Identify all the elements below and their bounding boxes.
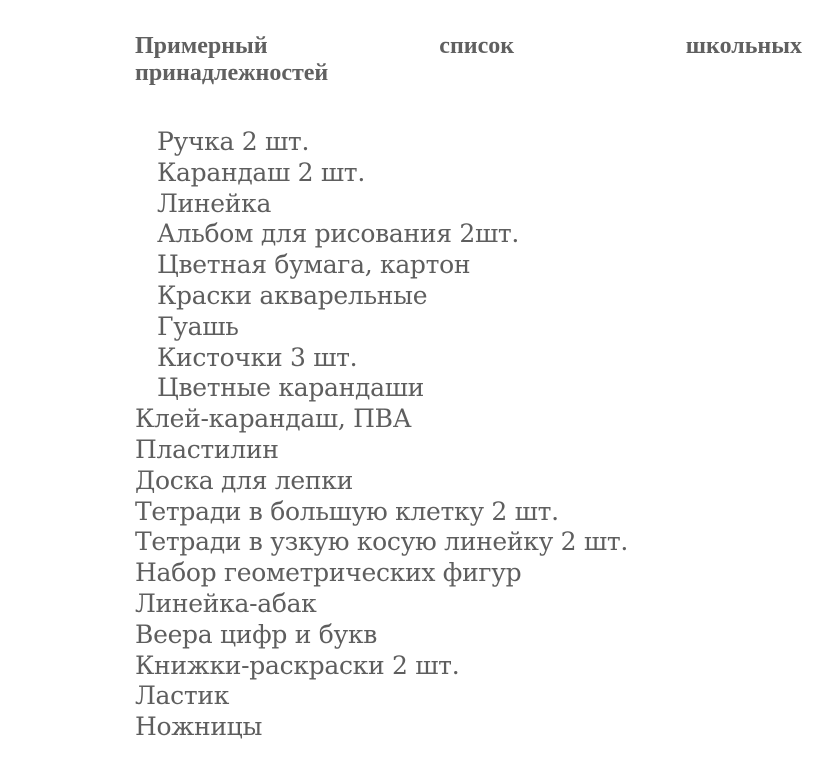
list-item: Гуашь bbox=[157, 311, 239, 341]
list-item: Краски акварельные bbox=[157, 280, 428, 310]
list-item: Веера цифр и букв bbox=[135, 619, 378, 649]
list-item: Ручка 2 шт. bbox=[157, 127, 310, 156]
list-item: Линейка bbox=[157, 188, 272, 218]
list-item: Кисточки 3 шт. bbox=[157, 342, 358, 372]
list-item: Набор геометрических фигур bbox=[135, 558, 522, 588]
list-item: Ножницы bbox=[135, 712, 263, 742]
list-item: Цветные карандаши bbox=[157, 373, 425, 403]
list-item: Доска для лепки bbox=[135, 465, 353, 495]
list-item: Линейка-абак bbox=[135, 588, 317, 618]
list-item: Ластик bbox=[135, 681, 230, 711]
document-title bbox=[135, 33, 802, 87]
title-word: Примерный bbox=[135, 33, 268, 59]
list-item: Карандаш 2 шт. bbox=[157, 157, 365, 187]
list-item: Книжки-раскраски 2 шт. bbox=[135, 650, 460, 680]
list-item: Альбом для рисования 2шт. bbox=[157, 219, 520, 249]
supplies-list bbox=[135, 127, 628, 743]
document-page bbox=[135, 33, 802, 742]
list-item: Тетради в большую клетку 2 шт. bbox=[135, 496, 559, 526]
list-item: Клей-карандаш, ПВА bbox=[135, 404, 412, 434]
title-line-2: принадлежностей bbox=[135, 60, 329, 86]
list-item: Пластилин bbox=[135, 434, 279, 464]
list-item: Тетради в узкую косую линейку 2 шт. bbox=[135, 527, 629, 557]
list-item: Цветная бумага, картон bbox=[157, 250, 471, 280]
title-word: список bbox=[439, 33, 515, 59]
title-line-1 bbox=[135, 33, 802, 60]
title-word: школьных bbox=[685, 33, 802, 59]
